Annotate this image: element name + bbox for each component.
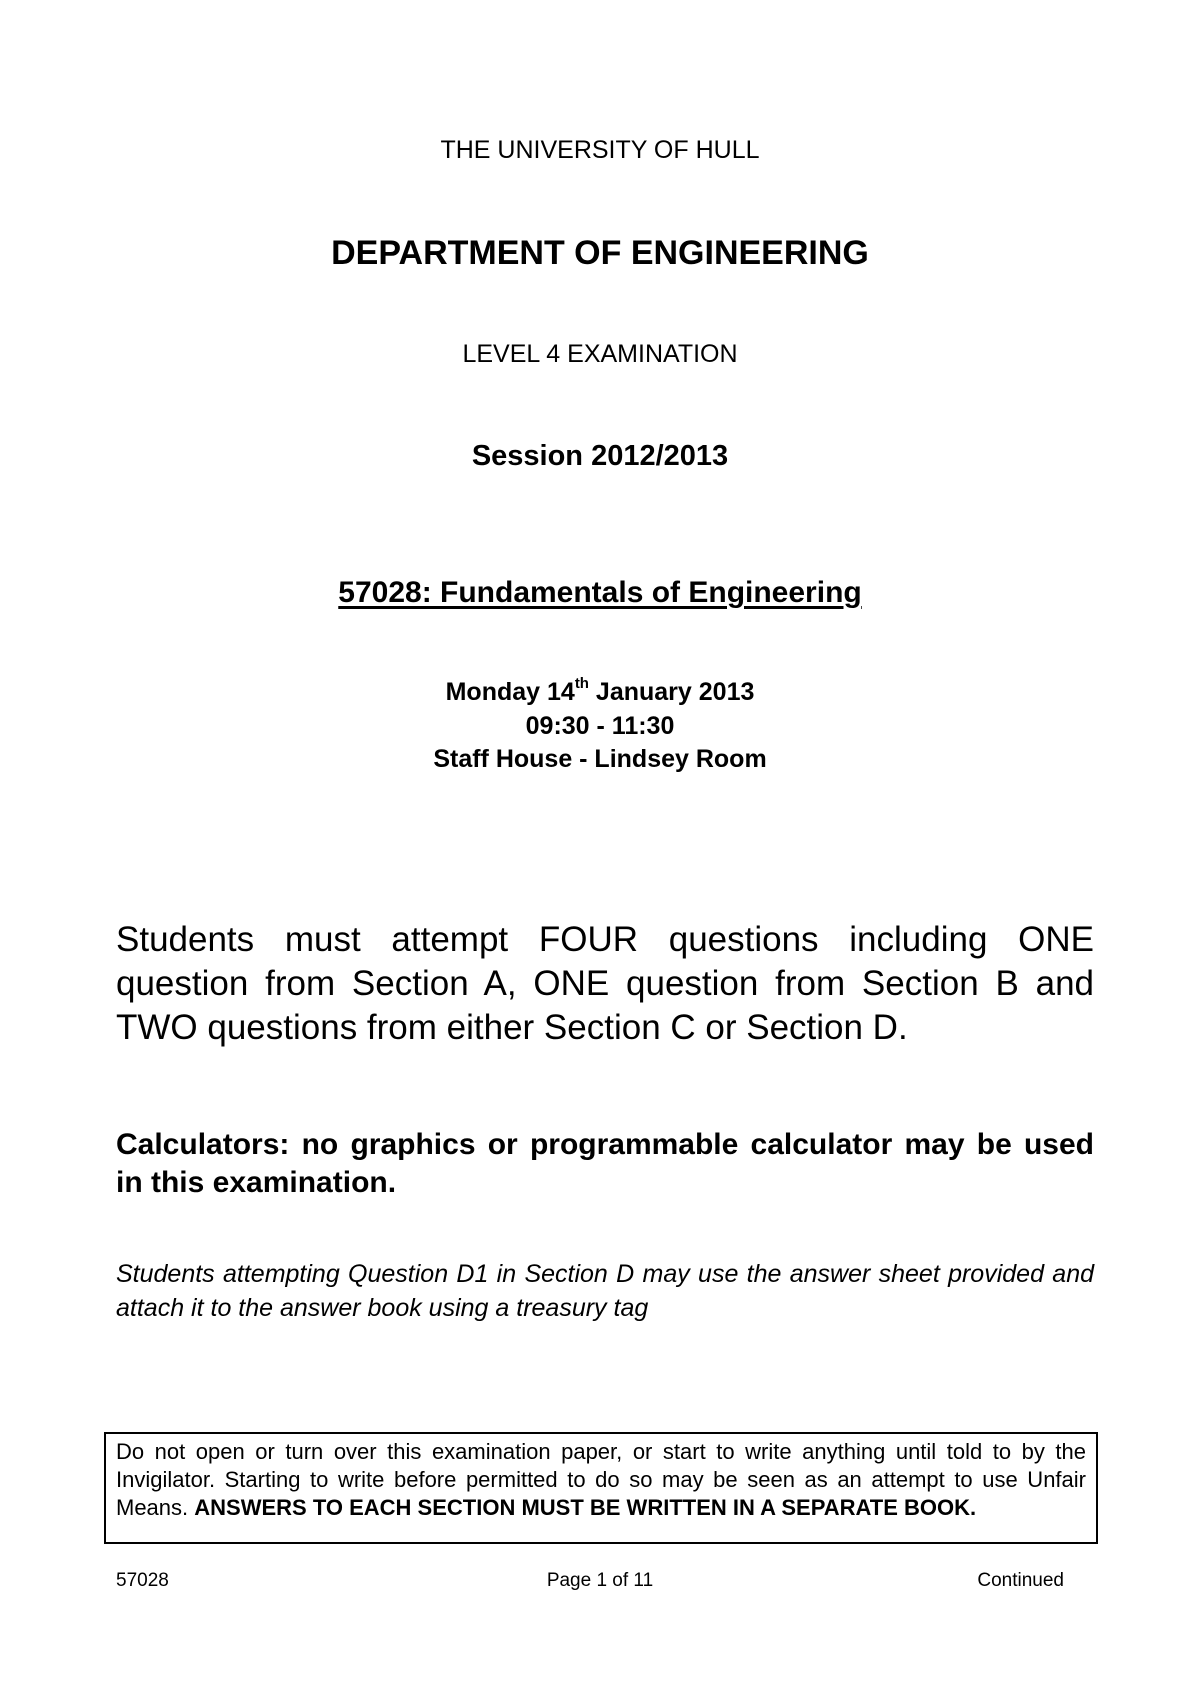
footer-module-code: 57028 [116, 1570, 169, 1591]
module-title: 57028: Fundamentals of Engineering [338, 576, 862, 609]
session-year: Session 2012/2013 [471, 440, 729, 472]
invigilator-notice-text: Do not open or turn over this examination paper, or start to write anything until told to by the Invigilator. Starting to write before permitted to do so may be seen as an attempt to use Unfair Means. [116, 1439, 1086, 1520]
exam-venue: Staff House - Lindsey Room [433, 745, 767, 773]
exam-level: LEVEL 4 EXAMINATION [462, 340, 738, 368]
main-instructions: Students must attempt FOUR questions including ONE question from Section A, ONE question from Section B and TWO questions from either Section C or Section D. [116, 920, 1094, 1047]
invigilator-notice-box [104, 1432, 1098, 1544]
d1-answer-sheet-note: Students attempting Question D1 in Section D may use the answer sheet provided and attach it to the answer book using a treasury tag [116, 1260, 1094, 1322]
calculator-rule: Calculators: no graphics or programmable calculator may be used in this examination. [116, 1128, 1094, 1199]
exam-date-ordinal: th [574, 675, 589, 692]
exam-date-day: Monday 14 [445, 678, 575, 706]
department-title: DEPARTMENT OF ENGINEERING [331, 234, 869, 272]
exam-date-month-year: January 2013 [588, 678, 755, 706]
footer-page-number: Page 1 of 11 [546, 1570, 654, 1591]
exam-date [0, 675, 1200, 707]
exam-time: 09:30 - 11:30 [525, 712, 675, 740]
university-name: THE UNIVERSITY OF HULL [440, 136, 760, 164]
separate-book-warning: ANSWERS TO EACH SECTION MUST BE WRITTEN IN A SEPARATE BOOK. [194, 1495, 977, 1520]
footer-continued: Continued [977, 1570, 1064, 1591]
